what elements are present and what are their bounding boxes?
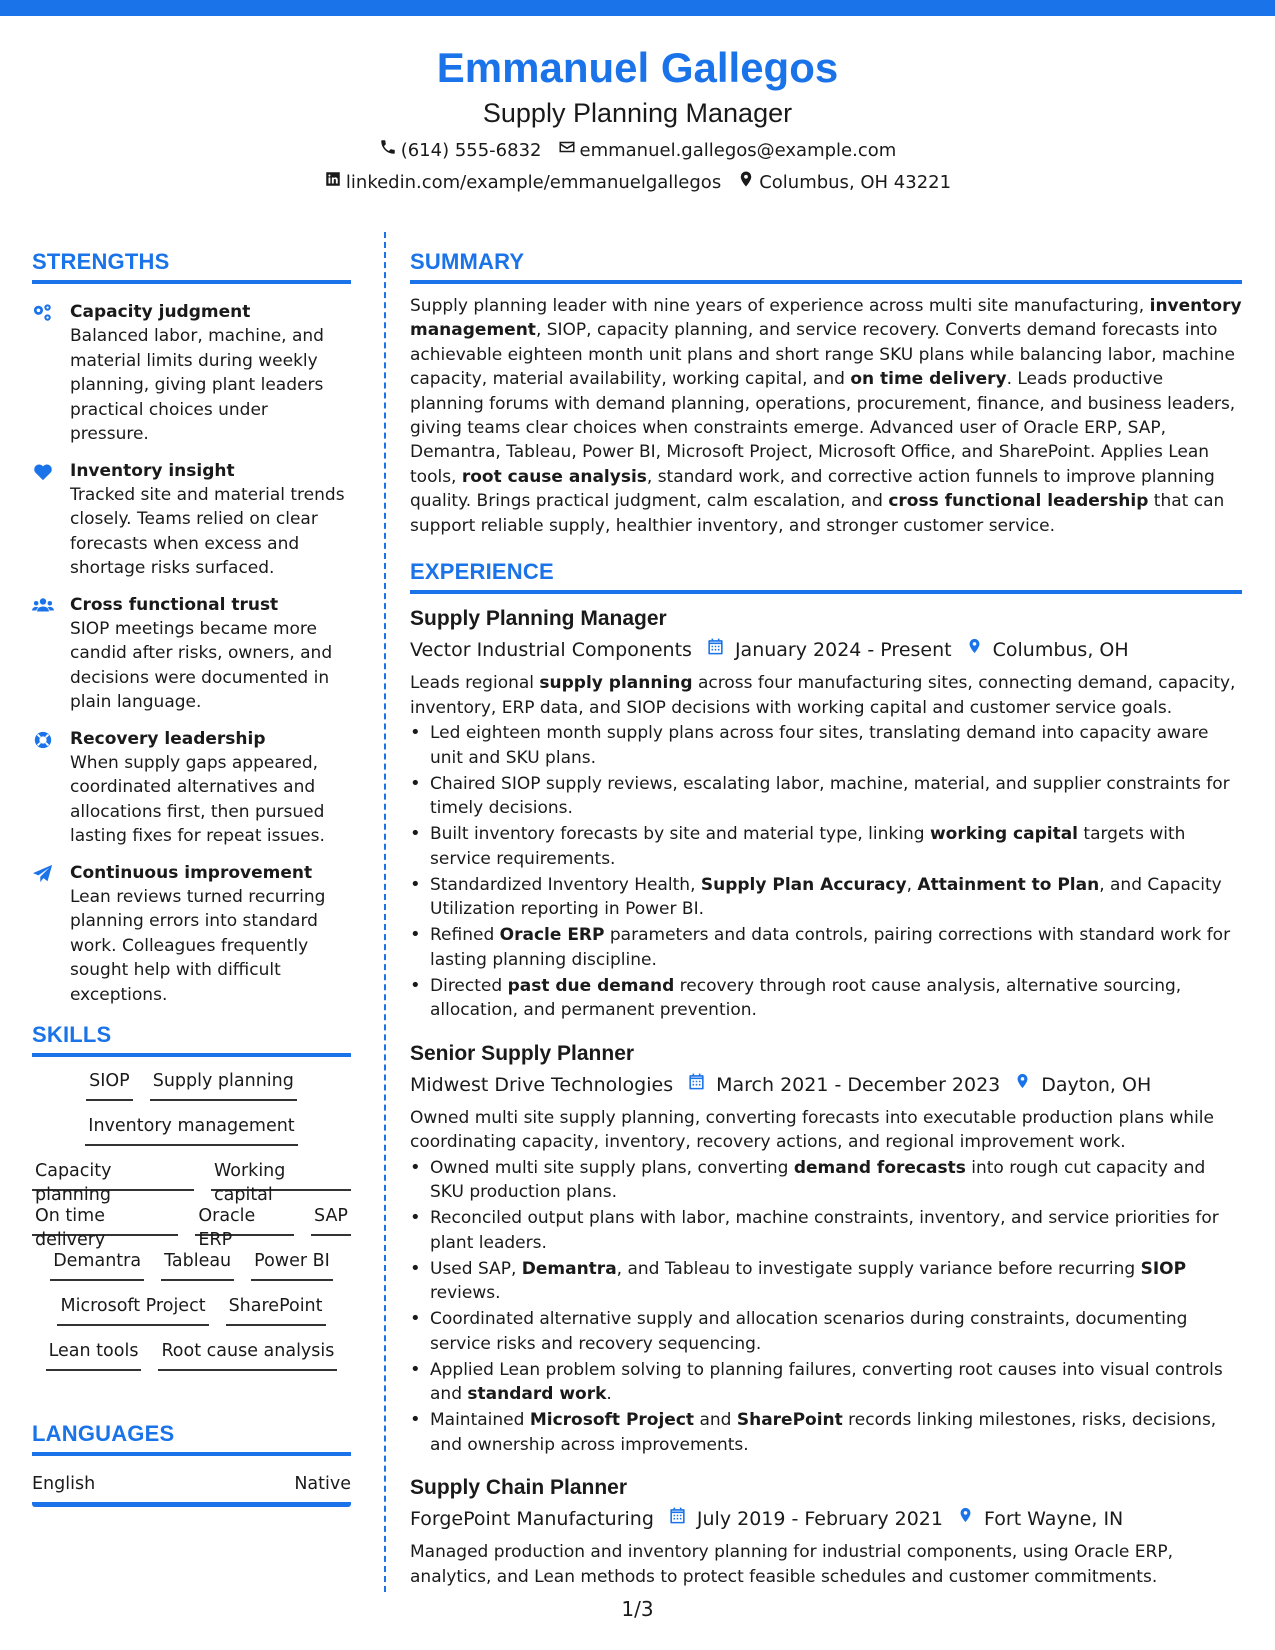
skill-row [32,1204,351,1249]
job-bullets [410,721,1242,1023]
map-pin-icon [737,170,755,195]
phone-text[interactable]: (614) 555-6832 [400,139,542,161]
strength-heading: Recovery leadership [70,728,266,749]
job-bullets [410,1156,1242,1458]
linkedin-icon [324,170,342,195]
strength-item [32,300,351,447]
skill-tag: Inventory management [85,1114,297,1146]
skill-tag: Oracle ERP [195,1204,294,1236]
contact-row-1 [0,138,1275,163]
job-description: Owned multi site supply planning, converting forecasts into executable production plans while coordinating capacity, inventory, recovery actions, and regional improvement work. [410,1107,1214,1153]
candidate-title: Supply Planning Manager [482,98,793,128]
contact-phone [379,138,542,163]
skill-row [86,1069,297,1114]
email-text[interactable]: emmanuel.gallegos@example.com [579,139,897,161]
paper-plane-icon [32,861,56,1008]
skill-tag: Supply planning [150,1069,297,1101]
strengths-list [32,300,351,1007]
job-meta [410,1070,1242,1100]
skill-row [57,1294,325,1339]
job-dates: January 2024 - Present [734,639,952,662]
page-number: 1/3 [621,1597,654,1621]
map-pin-icon [1000,1070,1041,1100]
skill-row [85,1114,297,1159]
languages-heading: LANGUAGES [32,1420,351,1456]
skill-tag: Root cause analysis [158,1339,337,1371]
summary-text: Supply planning leader with nine years of experience across multi site manufacturing, inventory management, SIOP, capacity planning, and service recovery. Converts demand forecasts into achievable eighteen month unit plans and short range SKU plans while balancing labor, machine capacity, material availability, working capital, and on time delivery. Leads productive planning forums with demand planning, operations, procurement, finance, and business leaders, giving teams clear choices when constraints emerge. Advanced user of Oracle ERP, SAP, Demantra, Tableau, Power BI, Microsoft Project, Microsoft Office, and SharePoint. Applies Lean tools, root cause analysis, standard work, and corrective action funnels to improve planning quality. Brings practical judgment, calm escalation, and cross functional leadership that can support reliable supply, healthier inventory, and stronger customer service. [410,296,1242,536]
experience-list [410,604,1242,1589]
column-divider [384,232,386,1592]
skill-tag: SAP [311,1204,351,1236]
contact-row-2 [0,170,1275,195]
job-bullet: • Built inventory forecasts by site and material type, linking working capital targets with service requirements. [410,822,1242,871]
job-bullet: • Coordinated alternative supply and allocation scenarios during constraints, documenting service risks and recovery sequencing. [410,1307,1242,1356]
strength-item [32,727,351,849]
strengths-heading: STRENGTHS [32,248,351,284]
contact-linkedin [324,170,721,195]
skill-tag: SharePoint [226,1294,326,1326]
job-location: Columbus, OH [992,639,1129,662]
strength-item [32,593,351,715]
strength-description: Lean reviews turned recurring planning errors into standard work. Colleagues frequently sought help with difficult exceptions. [70,886,326,1005]
skill-tag: SIOP [86,1069,133,1101]
right-column [410,248,1242,1589]
company-name: ForgePoint Manufacturing [410,1508,654,1531]
job-location: Fort Wayne, IN [984,1508,1124,1531]
skill-row [46,1339,338,1384]
location-text: Columbus, OH 43221 [759,171,952,193]
job-title: Supply Chain Planner [410,1476,628,1500]
language-level: Native [294,1474,351,1494]
skill-row [50,1249,333,1294]
job-bullet: • Directed past due demand recovery through root cause analysis, alternative sourcing, allocation, and permanent prevention. [410,974,1242,1023]
job-bullet: • Reconciled output plans with labor, machine constraints, inventory, and service priorities for plant leaders. [410,1206,1242,1255]
job-title: Senior Supply Planner [410,1041,635,1065]
contact-email [558,138,897,163]
skill-tag: On time delivery [32,1204,178,1236]
job-bullet: • Standardized Inventory Health, Supply Plan Accuracy, Attainment to Plan, and Capacity Utilization reporting in Power BI. [410,873,1242,922]
job-bullet: • Owned multi site supply plans, converting demand forecasts into rough cut capacity and SKU production plans. [410,1156,1242,1205]
strength-item [32,459,351,581]
skill-tag: Demantra [50,1249,144,1281]
strength-description: When supply gaps appeared, coordinated alternatives and allocations first, then pursued lasting fixes for repeat issues. [70,752,325,846]
job-entry [410,604,1242,1023]
job-bullet: • Led eighteen month supply plans across four sites, translating demand into capacity aware unit and SKU plans. [410,721,1242,770]
job-dates: March 2021 - December 2023 [716,1073,1001,1096]
strength-description: Balanced labor, machine, and material limits during weekly planning, giving plant leaders practical choices under pressure. [70,326,324,444]
skill-tag: Tableau [161,1249,234,1281]
job-meta [410,635,1242,665]
calendar-icon [692,635,735,665]
calendar-icon [673,1070,716,1100]
map-pin-icon [943,1504,984,1534]
job-location: Dayton, OH [1041,1073,1152,1096]
strength-item [32,861,351,1008]
linkedin-text[interactable]: linkedin.com/example/emmanuelgallegos [345,171,722,193]
skill-tag: Microsoft Project [57,1294,208,1326]
top-accent-bar [0,0,1275,16]
contact-location [737,170,951,195]
skill-tag: Working capital [211,1159,351,1191]
job-bullet: • Used SAP, Demantra, and Tableau to investigate supply variance before recurring SIOP reviews. [410,1257,1242,1306]
candidate-name: Emmanuel Gallegos [436,44,839,91]
skill-tag: Lean tools [46,1339,142,1371]
language-name: English [32,1474,96,1494]
company-name: Midwest Drive Technologies [410,1073,674,1096]
job-description: Leads regional supply planning across four manufacturing sites, connecting demand, capacity, inventory, ERP data, and SIOP decisions with working capital and customer service goals. [410,673,1236,718]
summary-heading: SUMMARY [410,248,1242,284]
job-bullet: • Maintained Microsoft Project and SharePoint records linking milestones, risks, decisions, and ownership across improvements. [410,1408,1242,1457]
experience-heading: EXPERIENCE [410,558,1242,594]
strength-heading: Continuous improvement [70,862,313,883]
skills-heading: SKILLS [32,1021,351,1057]
strength-heading: Capacity judgment [70,302,251,322]
skills-list [32,1069,351,1384]
strength-description: SIOP meetings became more candid after risks, owners, and decisions were documented in plain language. [70,618,333,712]
envelope-icon [558,138,576,163]
job-dates: July 2019 - February 2021 [696,1508,943,1531]
calendar-icon [654,1504,697,1534]
language-row [32,1472,351,1507]
job-title: Supply Planning Manager [410,607,667,631]
heart-icon [32,459,56,581]
strength-description: Tracked site and material trends closely. Teams relied on clear forecasts when excess and shortage risks surfaced. [70,484,345,578]
job-entry [410,1039,1242,1458]
strength-heading: Inventory insight [70,460,235,481]
map-pin-icon [952,635,993,665]
company-name: Vector Industrial Components [410,639,692,662]
skill-tag: Capacity planning [32,1159,194,1191]
strength-heading: Cross functional trust [70,594,279,615]
job-bullet: • Refined Oracle ERP parameters and data controls, pairing corrections with standard work for lasting planning discipline. [410,923,1242,972]
skill-row [32,1159,351,1204]
gears-icon [32,300,56,447]
life-ring-icon [32,727,56,849]
job-meta [410,1504,1242,1534]
job-description: Managed production and inventory planning for industrial components, using Oracle ERP, analytics, and Lean methods to protect feasible schedules and customer commitments. [410,1542,1173,1587]
resume-header [0,40,1275,195]
users-icon [32,593,56,715]
phone-icon [379,138,397,163]
left-column [32,248,351,1507]
job-bullet: • Applied Lean problem solving to planning failures, converting root causes into visual controls and standard work. [410,1358,1242,1407]
job-entry [410,1473,1242,1589]
skill-tag: Power BI [251,1249,333,1281]
job-bullet: • Chaired SIOP supply reviews, escalating labor, machine, material, and supplier constraints for timely decisions. [410,772,1242,821]
